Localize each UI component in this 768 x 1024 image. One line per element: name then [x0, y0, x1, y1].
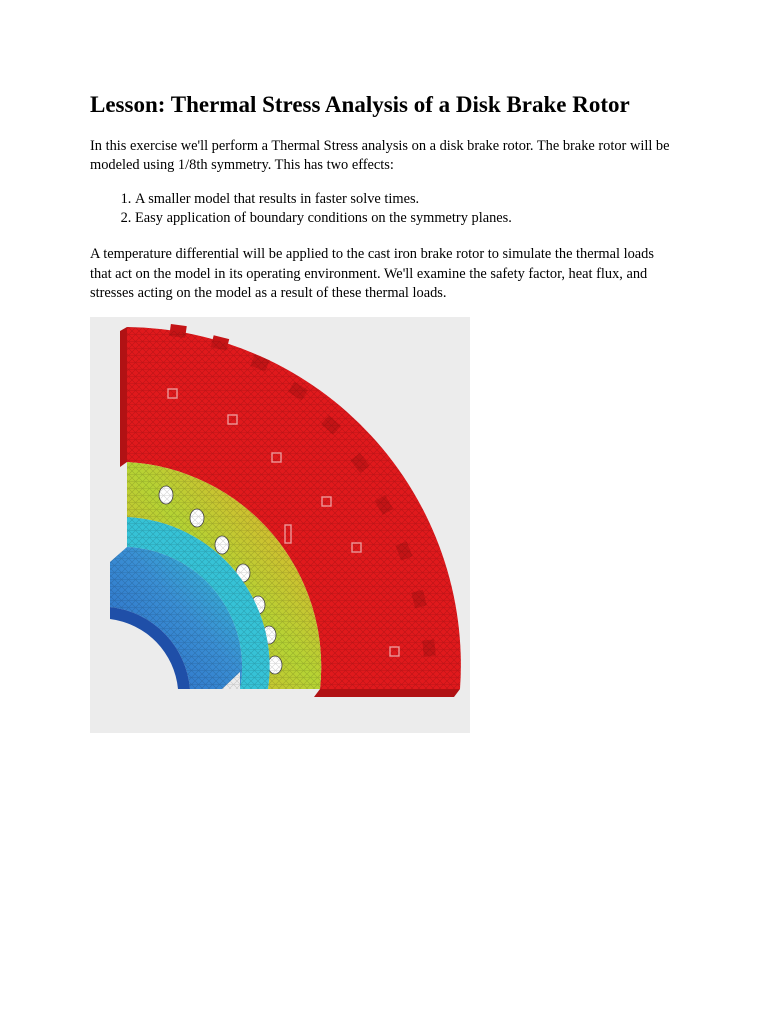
brake-rotor-figure — [90, 317, 470, 733]
rotor-side-face — [120, 327, 127, 467]
brake-rotor-fea-image — [90, 317, 470, 733]
description-paragraph: A temperature differential will be applied to the cast iron brake rotor to simulate the thermal loads that act on the model in its operating environment. We'll examine the safety factor, heat flux, and stresses acting on the model as a result of these thermal loads. — [90, 246, 654, 301]
lesson-title: Lesson: Thermal Stress Analysis of a Disk Brake Rotor — [90, 92, 630, 117]
effects-list — [90, 190, 512, 228]
list-item: 1. A smaller model that results in faster solve times. — [135, 190, 512, 209]
list-item: 2. Easy application of boundary conditions on the symmetry planes. — [135, 209, 512, 228]
intro-paragraph: In this exercise we'll perform a Thermal Stress analysis on a disk brake rotor. The brake rotor will be modeled using 1/8th symmetry. This has two effects: — [90, 138, 670, 173]
